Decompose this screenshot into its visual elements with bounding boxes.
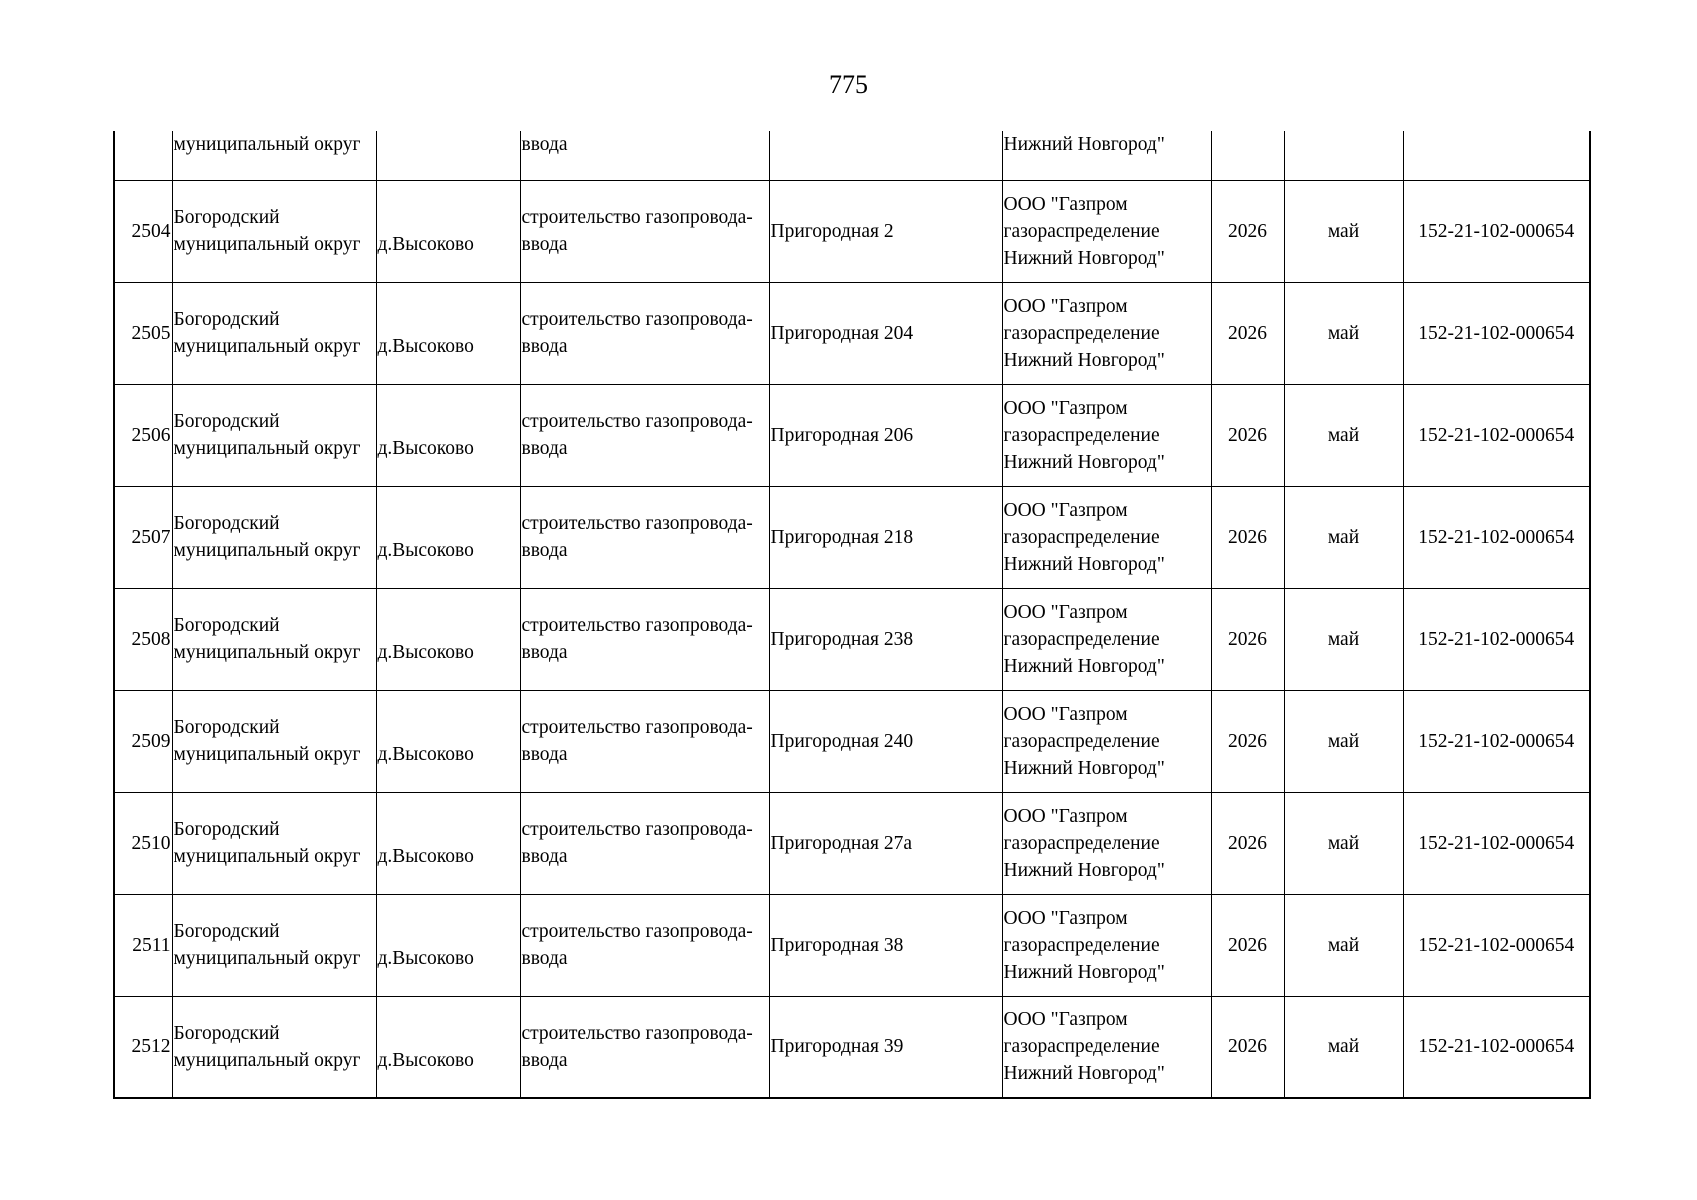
district-type: муниципальный округ (173, 1049, 361, 1071)
work-line-1: строительство газопровода- (521, 717, 753, 738)
cell-org (1002, 996, 1211, 1098)
org-line-3: Нижний Новгород" (1003, 451, 1165, 473)
cell-settlement: д.Высоково (376, 180, 520, 282)
cell-settlement: д.Высоково (376, 384, 520, 486)
org-line-1: ООО "Газпром (1003, 601, 1128, 623)
cell-street: Пригородная 218 (769, 486, 1002, 588)
cell-reg: 152-21-102-000654 (1403, 486, 1590, 588)
cell-org (1002, 588, 1211, 690)
work-line-1: строительство газопровода- (521, 819, 753, 840)
district-type: муниципальный округ (173, 846, 361, 867)
org-line-1: ООО "Газпром (1003, 805, 1128, 827)
cell-org (1002, 690, 1211, 792)
cell-district (172, 996, 376, 1098)
org-line-1: ООО "Газпром (1003, 295, 1128, 317)
cell-street: Пригородная 27а (769, 792, 1002, 894)
cell-street: Пригородная 38 (769, 894, 1002, 996)
cell-reg (1403, 131, 1590, 180)
cell-month: май (1284, 486, 1403, 588)
page-number: 775 (829, 70, 868, 99)
cell-street: Пригородная 39 (769, 996, 1002, 1098)
cell-month: май (1284, 282, 1403, 384)
org-line-1: ООО "Газпром (1003, 703, 1128, 725)
cell-month: май (1284, 384, 1403, 486)
org-line-3: Нижний Новгород" (1003, 757, 1165, 779)
table-row (114, 384, 1590, 486)
cell-org (1002, 894, 1211, 996)
org-line-1: ООО "Газпром (1003, 499, 1128, 521)
cell-work (520, 690, 769, 792)
cell-settlement: д.Высоково (376, 792, 520, 894)
work-line-1: строительство газопровода- (521, 309, 753, 330)
cell-settlement (376, 131, 520, 180)
cell-reg: 152-21-102-000654 (1403, 690, 1590, 792)
org-line-2: газораспределение (1003, 526, 1160, 548)
cell-reg: 152-21-102-000654 (1403, 792, 1590, 894)
org-line-3: Нижний Новгород" (1003, 1063, 1165, 1085)
cell-street: Пригородная 204 (769, 282, 1002, 384)
cell-work (520, 384, 769, 486)
cell-street: Пригородная 240 (769, 690, 1002, 792)
work-line-2: ввода (521, 948, 568, 969)
cell-district (172, 486, 376, 588)
cell-district (172, 384, 376, 486)
cell-district (172, 690, 376, 792)
cell-year: 2026 (1211, 282, 1284, 384)
org-line-3: Нижний Новгород" (1003, 655, 1165, 677)
cell-num: 2512 (114, 996, 172, 1098)
district-type: муниципальный округ (173, 540, 361, 561)
org-line-2: газораспределение (1003, 1036, 1160, 1058)
work-line-1: строительство газопровода- (521, 615, 753, 636)
table-row (114, 792, 1590, 894)
district-name: Богородский (173, 615, 280, 636)
org-line-3: Нижний Новгород" (1003, 961, 1165, 983)
cell-reg: 152-21-102-000654 (1403, 894, 1590, 996)
org-line-2: газораспределение (1003, 730, 1160, 752)
cell-num: 2504 (114, 180, 172, 282)
cell-reg: 152-21-102-000654 (1403, 282, 1590, 384)
cell-month: май (1284, 180, 1403, 282)
org-line-2: газораспределение (1003, 832, 1160, 854)
cell-org: Нижний Новгород" (1002, 131, 1211, 180)
cell-work (520, 180, 769, 282)
work-line-2: ввода (521, 846, 568, 867)
table-row (114, 690, 1590, 792)
gas-pipeline-table (113, 131, 1591, 1099)
cell-year: 2026 (1211, 996, 1284, 1098)
cell-work (520, 996, 769, 1098)
district-type: муниципальный округ (173, 438, 361, 459)
cell-reg: 152-21-102-000654 (1403, 588, 1590, 690)
work-line-2: ввода (521, 744, 568, 765)
cell-district: муниципальный округ (172, 131, 376, 180)
org-line-3: Нижний Новгород" (1003, 553, 1165, 575)
cell-year: 2026 (1211, 486, 1284, 588)
table-row (114, 282, 1590, 384)
table-row (114, 486, 1590, 588)
cell-year (1211, 131, 1284, 180)
cell-settlement: д.Высоково (376, 894, 520, 996)
org-line-2: газораспределение (1003, 220, 1160, 242)
cell-work: ввода (520, 131, 769, 180)
cell-street: Пригородная 206 (769, 384, 1002, 486)
cell-settlement: д.Высоково (376, 996, 520, 1098)
cell-num: 2506 (114, 384, 172, 486)
district-name: Богородский (173, 717, 280, 738)
cell-district (172, 282, 376, 384)
cell-street (769, 131, 1002, 180)
cell-org (1002, 384, 1211, 486)
table-row (114, 894, 1590, 996)
cell-num: 2505 (114, 282, 172, 384)
work-line-1: строительство газопровода- (521, 1022, 753, 1044)
work-line-2: ввода (521, 438, 568, 459)
cell-settlement: д.Высоково (376, 282, 520, 384)
cell-work (520, 894, 769, 996)
work-line-2: ввода (521, 642, 568, 663)
district-name: Богородский (173, 513, 280, 534)
org-line-2: газораспределение (1003, 322, 1160, 344)
work-line-1: строительство газопровода- (521, 411, 753, 432)
district-name: Богородский (173, 1022, 280, 1044)
work-line-1: строительство газопровода- (521, 513, 753, 534)
cell-district (172, 792, 376, 894)
org-line-3: Нижний Новгород" (1003, 859, 1165, 881)
cell-work (520, 792, 769, 894)
org-line-1: ООО "Газпром (1003, 1009, 1128, 1031)
cell-num: 2511 (114, 894, 172, 996)
cell-month (1284, 131, 1403, 180)
cell-work (520, 282, 769, 384)
org-line-1: ООО "Газпром (1003, 193, 1128, 215)
org-line-3: Нижний Новгород" (1003, 247, 1165, 269)
work-line-2: ввода (521, 1049, 568, 1071)
cell-district (172, 180, 376, 282)
district-type: муниципальный округ (173, 948, 361, 969)
org-line-3: Нижний Новгород" (1003, 349, 1165, 371)
cell-num: 2509 (114, 690, 172, 792)
district-name: Богородский (173, 921, 280, 942)
table-row-continuation (114, 131, 1590, 180)
cell-street: Пригородная 2 (769, 180, 1002, 282)
work-line-1: строительство газопровода- (521, 207, 753, 228)
work-line-2: ввода (521, 336, 568, 357)
cell-settlement: д.Высоково (376, 690, 520, 792)
cell-org (1002, 486, 1211, 588)
cell-month: май (1284, 894, 1403, 996)
cell-num: 2507 (114, 486, 172, 588)
work-line-1: строительство газопровода- (521, 921, 753, 942)
cell-year: 2026 (1211, 180, 1284, 282)
district-name: Богородский (173, 819, 280, 840)
cell-reg: 152-21-102-000654 (1403, 996, 1590, 1098)
org-line-1: ООО "Газпром (1003, 907, 1128, 929)
cell-year: 2026 (1211, 588, 1284, 690)
cell-month: май (1284, 996, 1403, 1098)
cell-district (172, 894, 376, 996)
cell-org (1002, 180, 1211, 282)
district-name: Богородский (173, 309, 280, 330)
cell-reg: 152-21-102-000654 (1403, 180, 1590, 282)
cell-num: 2510 (114, 792, 172, 894)
cell-num: 2508 (114, 588, 172, 690)
work-line-2: ввода (521, 540, 568, 561)
cell-year: 2026 (1211, 894, 1284, 996)
cell-work (520, 588, 769, 690)
district-type: муниципальный округ (173, 642, 361, 663)
cell-month: май (1284, 690, 1403, 792)
cell-settlement: д.Высоково (376, 588, 520, 690)
cell-org (1002, 282, 1211, 384)
org-line-2: газораспределение (1003, 424, 1160, 446)
cell-settlement: д.Высоково (376, 486, 520, 588)
district-name: Богородский (173, 411, 280, 432)
district-name: Богородский (173, 207, 280, 228)
cell-month: май (1284, 588, 1403, 690)
table-row (114, 180, 1590, 282)
org-line-1: ООО "Газпром (1003, 397, 1128, 419)
cell-reg: 152-21-102-000654 (1403, 384, 1590, 486)
cell-year: 2026 (1211, 384, 1284, 486)
cell-org (1002, 792, 1211, 894)
cell-year: 2026 (1211, 792, 1284, 894)
cell-district (172, 588, 376, 690)
work-line-2: ввода (521, 234, 568, 255)
cell-street: Пригородная 238 (769, 588, 1002, 690)
org-line-2: газораспределение (1003, 934, 1160, 956)
cell-num (114, 131, 172, 180)
cell-year: 2026 (1211, 690, 1284, 792)
cell-work (520, 486, 769, 588)
district-type: муниципальный округ (173, 744, 361, 765)
table-row (114, 996, 1590, 1098)
table-row (114, 588, 1590, 690)
org-line-2: газораспределение (1003, 628, 1160, 650)
district-type: муниципальный округ (173, 336, 361, 357)
district-type: муниципальный округ (173, 234, 361, 255)
cell-month: май (1284, 792, 1403, 894)
